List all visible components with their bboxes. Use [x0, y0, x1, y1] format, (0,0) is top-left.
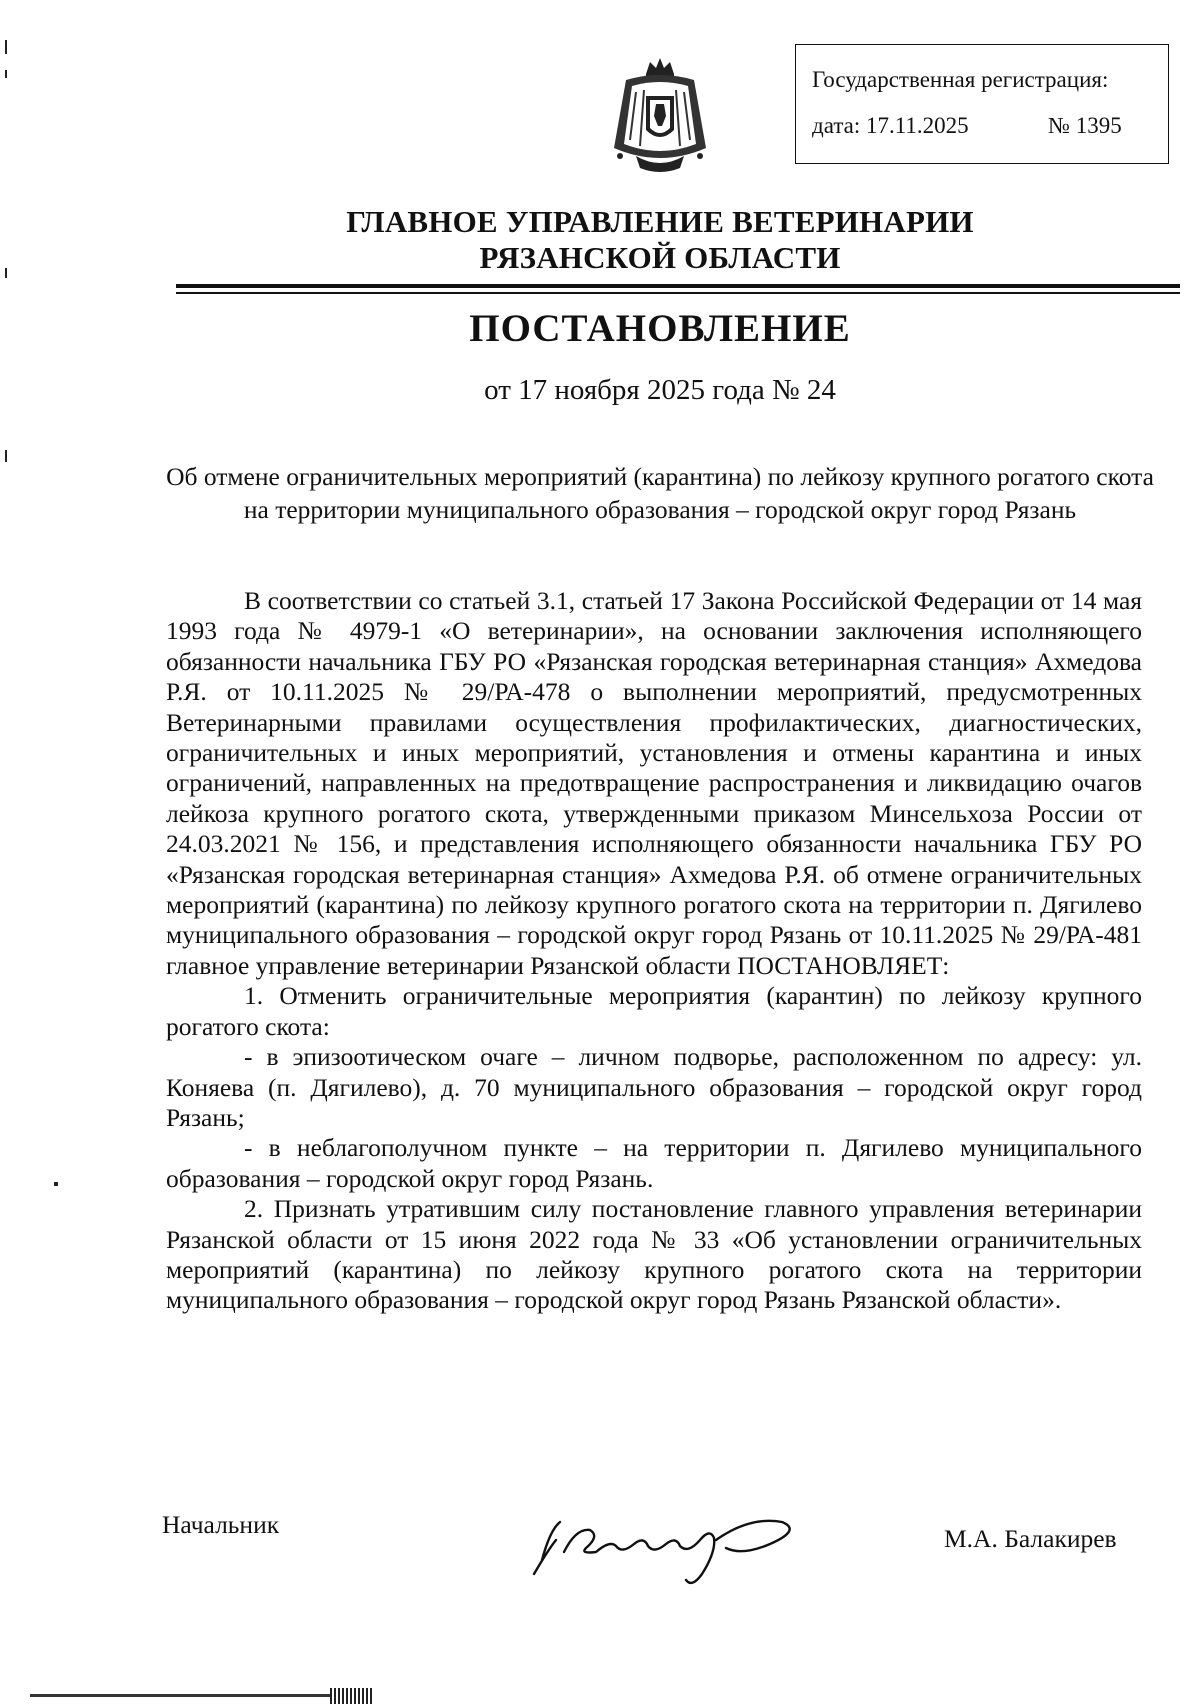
- document-body: [166, 586, 1142, 1316]
- signer-name: М.А. Балакирев: [944, 1524, 1117, 1553]
- header-rule-thick: [176, 284, 1180, 288]
- scan-bottom-line: [30, 1694, 330, 1697]
- handwritten-signature: [520, 1500, 800, 1590]
- registration-number: № 1395: [1048, 113, 1122, 138]
- barcode-fragment: [330, 1688, 374, 1704]
- document-type: ПОСТАНОВЛЕНИЕ: [469, 307, 851, 350]
- scan-mark: [5, 450, 7, 462]
- signer-position: Начальник: [162, 1510, 280, 1539]
- registration-box: [795, 44, 1169, 164]
- preamble-paragraph: В соответствии со статьей 3.1, статьей 17 Закона Российской Федерации от 14 мая 1993 года № 4979-1 «О ветеринарии», на основании заключения исполняющего обязанности начальника ГБУ РО «Рязанская городская ветеринарная станция» Ахмедова Р.Я. от 10.11.2025 № 29/РА-478 о выполнении мероприятий, предусмотренных Ветеринарными правилами осуществления профилактических, диагностических, ограничительных и иных мероприятий, установления и отмены карантина и иных ограничений, направленных на предотвращение распространения и ликвидацию очагов лейкоза крупного рогатого скота, утвержденными приказом Минсельхоза России от 24.03.2021 № 156, и представления исполняющего обязанности начальника ГБУ РО «Рязанская городская ветеринарная станция» Ахмедова Р.Я. об отмене ограничительных мероприятий (карантина) по лейкозу крупного рогатого скота на территории п. Дягилево муниципального образования – городской округ город Рязань от 10.11.2025 № 29/РА-481 главное управление ветеринарии Рязанской области ПОСТАНОВЛЯЕТ:: [166, 586, 1142, 980]
- document-subject: Об отмене ограничительных мероприятий (карантина) по лейкозу крупного рогатого скота на территории муниципального образования – городской округ город Рязань: [166, 462, 1154, 524]
- item-1-b: - в неблагополучном пункте – на территории п. Дягилево муниципального образования – городской округ город Рязань.: [166, 1133, 1142, 1193]
- scan-mark: [54, 1182, 58, 1186]
- item-1-a: - в эпизоотическом очаге – личном подворье, расположенном по адресу: ул. Коняева (п. Дягилево), д. 70 муниципального образования – городской округ город Рязань;: [166, 1042, 1142, 1132]
- scan-mark: [5, 40, 7, 54]
- document-date: от 17 ноября 2025 года № 24: [484, 374, 836, 406]
- registration-date: дата: 17.11.2025: [812, 113, 969, 138]
- scan-mark: [5, 268, 7, 278]
- coat-of-arms-icon: [596, 52, 724, 180]
- org-title-line1: ГЛАВНОЕ УПРАВЛЕНИЕ ВЕТЕРИНАРИИ: [346, 204, 974, 239]
- scan-mark: [5, 70, 7, 78]
- header-rule-thin: [176, 292, 1180, 294]
- registration-title: Государственная регистрация:: [812, 67, 1109, 92]
- item-1: 1. Отменить ограничительные мероприятия (карантин) по лейкозу крупного рогатого скота:: [166, 981, 1142, 1041]
- item-2: 2. Признать утратившим силу постановление главного управления ветеринарии Рязанской области от 15 июня 2022 года № 33 «Об установлении ограничительных мероприятий (карантина) по лейкозу крупного рогатого скота на территории муниципального образования – городской округ город Рязань Рязанской области».: [166, 1194, 1142, 1315]
- org-title-line2: РЯЗАНСКОЙ ОБЛАСТИ: [479, 240, 841, 275]
